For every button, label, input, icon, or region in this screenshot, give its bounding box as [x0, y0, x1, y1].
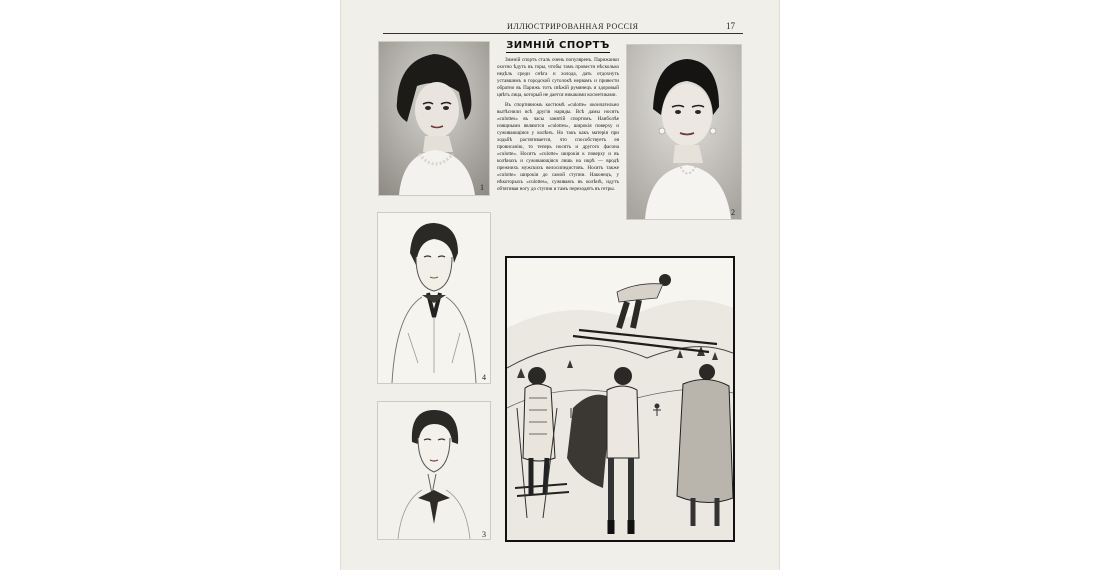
- article-title: [497, 40, 619, 51]
- article-title-text: ЗИМНІЙ СПОРТЪ: [506, 40, 610, 51]
- figure-number: 4: [482, 373, 486, 382]
- header-rule: [383, 33, 743, 34]
- portrait-photo-2: [626, 44, 742, 220]
- portrait-photo-1: [378, 41, 490, 196]
- page-header: [341, 0, 779, 36]
- sketch-4-image: [378, 213, 490, 383]
- ski-illustration: [505, 256, 735, 542]
- sketch-3-image: [378, 402, 490, 539]
- sketch-4: [377, 212, 491, 384]
- article-paragraph: Зимній спортъ сталъ очень популяренъ. Парижанки охотно ѣдутъ въ горы, чтобы тамъ провести нѣсколько недѣль среди снѣга и холода, дать отдохнуть уставшимъ в городской сутолокѣ нервамъ и привести обратно въ Парижъ тотъ свѣжій румянецъ и здоровый цвѣтъ лица, который не дается никакими косметиками.: [497, 57, 619, 98]
- article-paragraph: Въ спортивномъ костюмѣ «culotte» окончательно вытѣснили всѣ другія наряды. Всѣ дамы носятъ «culottes» въ часы занятій спортомъ. Наиболѣе изящными являются «culottes», широкія поверху и суживающіяся у колѣнъ. Но такъ какъ матерія при ходьбѣ растягивается, что способствуетъ ея провисанію, то теперь носятъ и другого фасона «culotte». Носятъ «culotte» широкія к поверху и въ колѣнахъ и суживающіяся лишь на икрѣ — вродѣ прежнихъ мужскихъ велосипедистовъ. Носятъ также «culotte» широкія до самой ступни. Наконецъ, у нѣкоторыхъ «culottes», суживаясь въ колѣнѣ, идутъ обтягивая ногу до ступни и тамъ переходятъ въ гетры.: [497, 102, 619, 192]
- running-title: ИЛЛЮСТРИРОВАННАЯ РОССІЯ: [507, 22, 639, 31]
- sketch-3: [377, 401, 491, 540]
- article-column: [497, 40, 619, 196]
- page-number: 17: [726, 21, 735, 31]
- portrait-2-image: [627, 45, 741, 219]
- portrait-1-image: [379, 42, 489, 195]
- ski-illustration-image: [507, 258, 733, 540]
- figure-number: 3: [482, 530, 486, 539]
- figure-number: 2: [731, 208, 735, 217]
- figure-number: 1: [480, 183, 484, 192]
